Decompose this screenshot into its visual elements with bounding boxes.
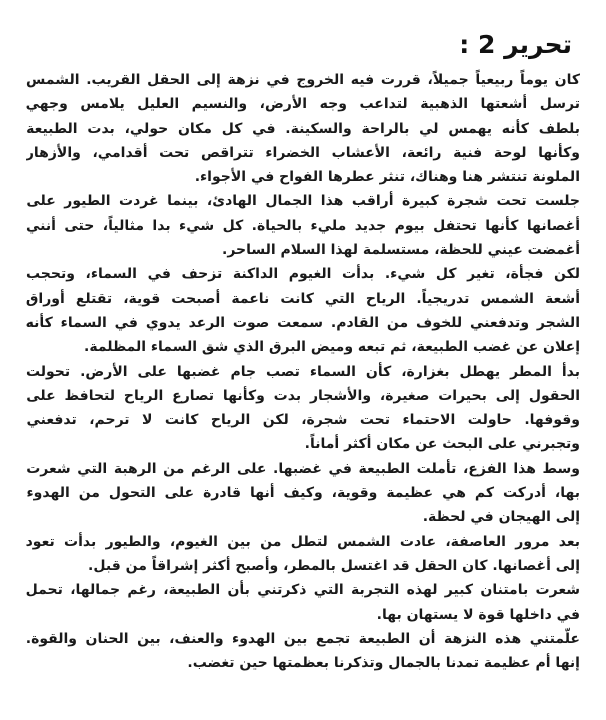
text-line: شعرت بامتنان كبير لهذه التجربة التي ذكرتني بأن الطبيعة، رغم جمالها، تحمل [26,582,580,599]
text-line: الحقول إلى بحيرات صغيرة، والأشجار بدت وكأنها تصارع الرياح لتحافظ على [26,387,580,404]
text-line: الشجر وتدفعني للخوف من القادم. سمعت صوت الرعد يدوي في السماء كأنه [26,314,580,331]
paragraph [26,457,580,530]
text-line: بها، أدركت كم هي عظيمة وقوية، وكيف أنها قادرة على التحول من الهدوء [26,485,580,502]
paragraph [26,189,580,262]
paragraph [26,627,580,676]
text-line: بعد مرور العاصفة، عادت الشمس لتطل من بين الغيوم، والطيور بدأت تعود [26,533,580,550]
text-line: كان يوماً ربيعياً جميلاً، قررت فيه الخروج في نزهة إلى الحقل القريب. الشمس [26,72,580,88]
text-line: لكن فجأة، تغير كل شيء. بدأت الغيوم الداكنة تزحف في السماء، وتحجب [26,266,580,283]
text-line: إلى أغصانها. كان الحقل قد اغتسل بالمطر، وأصبح أكثر إشراقاً من قبل. [88,557,580,574]
text-line: أغصانها كأنها تحتفل بيوم جديد مليء بالحياة. كل شيء بدا مثالياً، حتى أنني [26,217,580,234]
text-line: ترسل أشعتها الذهبية لتداعب وجه الأرض، والنسيم العليل يلامس وجهي [26,96,580,113]
text-line: إعلان عن غضب الطبيعة، ثم تبعه وميض البرق الذي شق السماء المظلمة. [84,339,580,356]
text-line: وقوفها. حاولت الاحتماء تحت شجرة، لكن الرياح كانت لا ترحم، تدفعني [26,412,580,429]
text-line: الملونة تنتشر هنا وهناك، تنثر عطرها الفواح في الأجواء. [194,169,580,186]
text-line: وكأنها لوحة فنية رائعة، الأعشاب الخضراء تتراقص تحت أقدامي، والأزهار [26,144,580,161]
text-line: إلى الهيجان في لحظة. [422,509,580,526]
paragraph [26,68,580,189]
paragraph [26,578,580,627]
text-line: وسط هذا الفزع، تأملت الطبيعة في غضبها. على الرغم من الرهبة التي شعرت [26,460,580,477]
text-line: وتجبرني على البحث عن مكان أكثر أماناً. [304,436,580,453]
text-line: أغمضت عيني للحظة، مستسلمة لهذا السلام الساحر. [222,242,580,259]
paragraph [26,262,580,359]
text-line: علّمتني هذه النزهة أن الطبيعة تجمع بين الهدوء والعنف، بين الحنان والقوة. [26,630,580,647]
text-line: بلطف كأنه يهمس لي بالراحة والسكينة. في كل مكان حولي، بدت الطبيعة [26,120,580,137]
text-line: بدأ المطر يهطل بغزارة، كأن السماء تصب جام غضبها على الأرض. تحولت [26,363,580,380]
document-title: تحرير 2 : [459,30,572,59]
document-body [26,68,580,675]
paragraph [26,530,580,579]
paragraph [26,360,580,457]
text-line: جلست تحت شجرة كبيرة أراقب هذا الجمال الهادئ، بينما غردت الطيور على [26,193,580,210]
text-line: في داخلها قوة لا يستهان بها. [376,606,580,623]
text-line: إنها أم عظيمة تمدنا بالجمال وتذكرنا بعظمتها حين تغضب. [187,655,580,672]
text-line: أشعة الشمس تدريجياً. الرياح التي كانت ناعمة أصبحت قوية، تقتلع أوراق [26,290,580,307]
